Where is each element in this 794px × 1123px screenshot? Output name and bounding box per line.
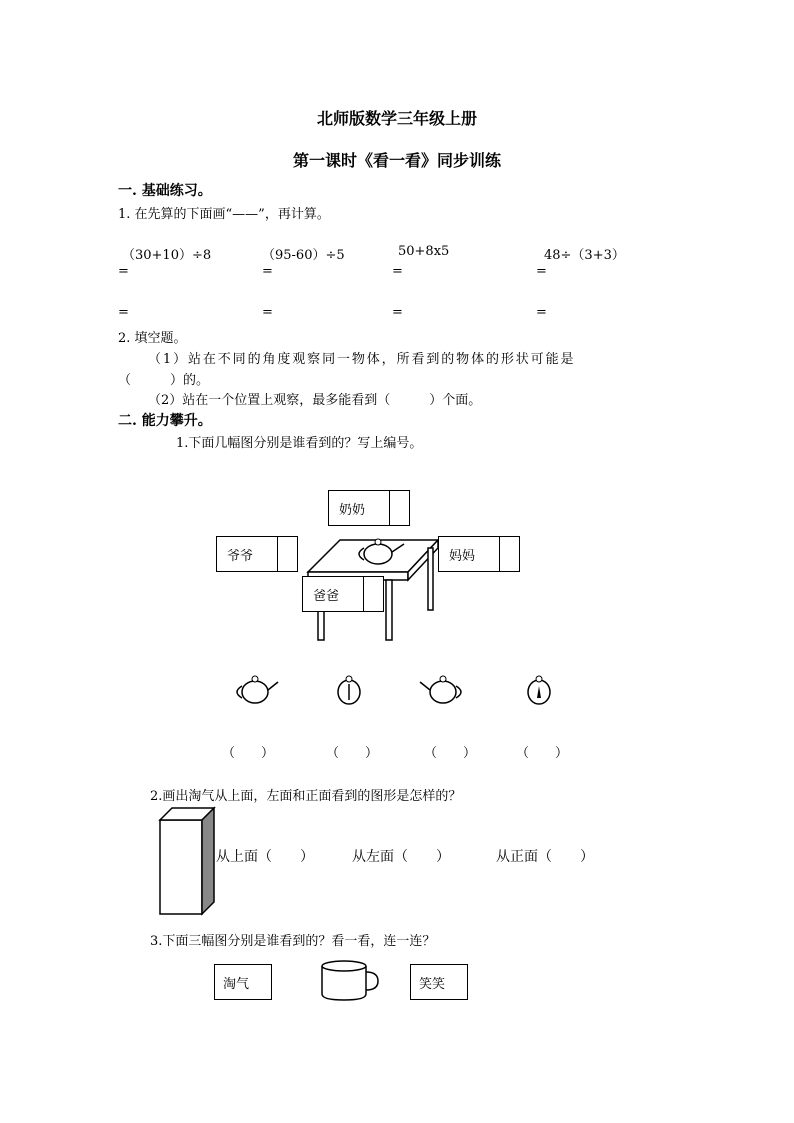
- page-subtitle: 第一课时《看一看》同步训练: [292, 151, 501, 170]
- answer-blank[interactable]: （ ）: [424, 746, 477, 761]
- q2-1-line2: （ ）的。: [118, 373, 210, 388]
- label-yeye: 爷爷: [216, 536, 298, 572]
- expr-1: （30+10）÷8: [122, 248, 212, 263]
- equals-sign: =: [392, 305, 403, 320]
- section1-heading: 一. 基础练习。: [118, 183, 212, 199]
- label-xiaoxiao: 笑笑: [410, 964, 468, 1000]
- expr-2: （95-60）÷5: [262, 248, 345, 263]
- equals-sign: =: [536, 264, 547, 279]
- view-front: 从正面（ ）: [496, 849, 594, 865]
- equals-sign: =: [536, 305, 547, 320]
- label-nainai: 奶奶: [328, 490, 410, 526]
- teapot-front-view: [334, 672, 364, 708]
- label-mama: 妈妈: [438, 536, 520, 572]
- section2-heading: 二. 能力攀升。: [118, 413, 212, 429]
- label-taoqi: 淘气: [214, 964, 272, 1000]
- answer-blank[interactable]: （ ）: [516, 746, 569, 761]
- view-left: 从左面（ ）: [352, 849, 450, 865]
- s2-q3: 3.下面三幅图分别是谁看到的？看一看，连一连？: [150, 934, 436, 949]
- expr-4: 48÷（3+3）: [544, 248, 625, 263]
- cup-illustration: [318, 958, 380, 1002]
- s2-q1: 1.下面几幅图分别是谁看到的？写上编号。: [176, 436, 423, 451]
- q1-instruction: 1. 在先算的下面画“——”，再计算。: [118, 207, 330, 222]
- page-title: 北师版数学三年级上册: [316, 109, 477, 128]
- label-baba: 爸爸: [302, 576, 384, 612]
- equals-sign: =: [262, 264, 273, 279]
- equals-sign: =: [118, 305, 129, 320]
- teapot-side-view: [230, 672, 280, 708]
- teapot-side-view: [418, 672, 468, 708]
- teapot-back-view: [524, 672, 554, 708]
- q2-1-line1: （1）站在不同的角度观察同一物体，所看到的物体的形状可能是: [148, 352, 576, 367]
- equals-sign: =: [262, 305, 273, 320]
- equals-sign: =: [118, 264, 129, 279]
- answer-blank[interactable]: （ ）: [222, 746, 275, 761]
- s2-q2: 2.画出淘气从上面，左面和正面看到的图形是怎样的？: [150, 789, 462, 804]
- q2-heading: 2. 填空题。: [118, 331, 187, 346]
- expr-3: 50+8x5: [398, 244, 450, 259]
- box-prism-illustration: [158, 806, 216, 916]
- answer-blank[interactable]: （ ）: [326, 746, 379, 761]
- equals-sign: =: [392, 264, 403, 279]
- q2-2: （2）站在一个位置上观察，最多能看到（ ）个面。: [148, 393, 482, 408]
- view-top: 从上面（ ）: [216, 849, 314, 865]
